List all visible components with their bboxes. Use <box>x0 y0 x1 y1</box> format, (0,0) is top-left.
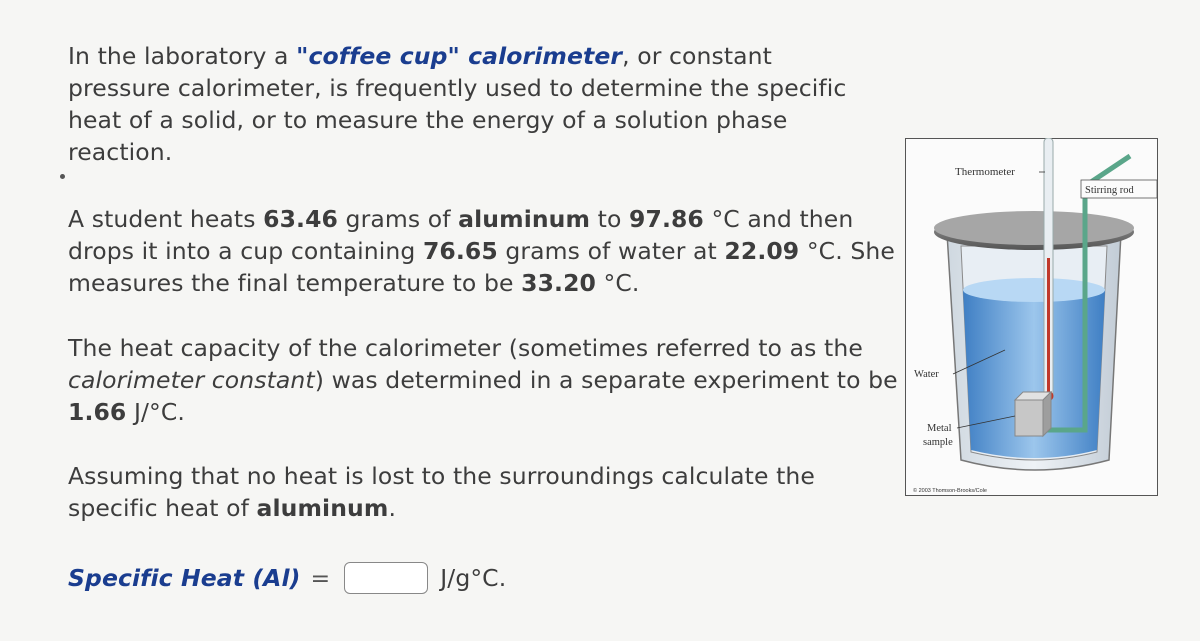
final-temp-value: 33.20 <box>521 269 596 297</box>
metal-label-line2: sample <box>923 437 953 448</box>
problem-text-6: °C. She measures the final temperature to be <box>68 237 895 297</box>
problem-text-1: A student heats <box>68 205 264 233</box>
water-label: Water <box>914 369 939 380</box>
metal-temp-value: 97.86 <box>629 205 704 233</box>
water-mass-value: 76.65 <box>422 237 498 265</box>
calorimeter-figure <box>905 138 1160 498</box>
problem-text-3: to <box>590 205 630 233</box>
water-temp-value: 22.09 <box>724 237 800 265</box>
problem-text-2: grams of <box>337 205 459 233</box>
metal-sample <box>1015 400 1043 436</box>
problem-text-4: °C and then drops it into a cup containing <box>68 205 854 265</box>
capacity-text-1: The heat capacity of the calorimeter (sometimes referred to as the <box>68 334 863 362</box>
specific-heat-unit: J/g°C. <box>440 564 507 592</box>
question-text-2: . <box>388 494 397 522</box>
thermometer-mercury <box>1047 258 1050 398</box>
calorimeter-term: "coffee cup" calorimeter <box>296 42 623 70</box>
calorimeter-diagram <box>905 138 1160 498</box>
question-text-1: Assuming that no heat is lost to the surroundings calculate the specific heat of <box>68 462 815 522</box>
capacity-text-2: ) was determined in a separate experiment to be <box>314 366 898 394</box>
metal-sample-side <box>1043 392 1051 436</box>
question-metal-name: aluminum <box>256 494 389 522</box>
calorimeter-constant-term: calorimeter constant <box>68 366 315 394</box>
metal-mass-value: 63.46 <box>263 205 338 233</box>
metal-name: aluminum <box>458 205 591 233</box>
figure-copyright: © 2003 Thomson-Brooks/Cole <box>913 488 987 494</box>
bullet-marker <box>60 174 65 179</box>
intro-text-2: , or constant pressure calorimeter, is frequently used to determine the specific heat of a solid, or to measure the energy of a solution phase reaction. <box>68 42 847 166</box>
stirring-rod-label: Stirring rod <box>1085 185 1134 196</box>
capacity-unit: J/°C. <box>126 398 185 426</box>
question-paragraph <box>68 460 858 524</box>
problem-paragraph <box>68 203 898 299</box>
capacity-paragraph <box>68 332 898 428</box>
problem-text-5: grams of water at <box>497 237 725 265</box>
intro-paragraph <box>68 40 878 168</box>
intro-text-1: In the laboratory a <box>68 42 297 70</box>
heat-capacity-value: 1.66 <box>68 398 127 426</box>
metal-label-line1: Metal <box>927 423 952 434</box>
answer-row <box>68 562 506 594</box>
problem-text-7: °C. <box>595 269 640 297</box>
thermometer-label: Thermometer <box>955 166 1015 178</box>
specific-heat-input[interactable] <box>344 562 428 594</box>
cup-lid-top <box>934 211 1134 245</box>
equals-sign: = <box>310 564 331 592</box>
specific-heat-label: Specific Heat (Al) <box>68 564 301 592</box>
